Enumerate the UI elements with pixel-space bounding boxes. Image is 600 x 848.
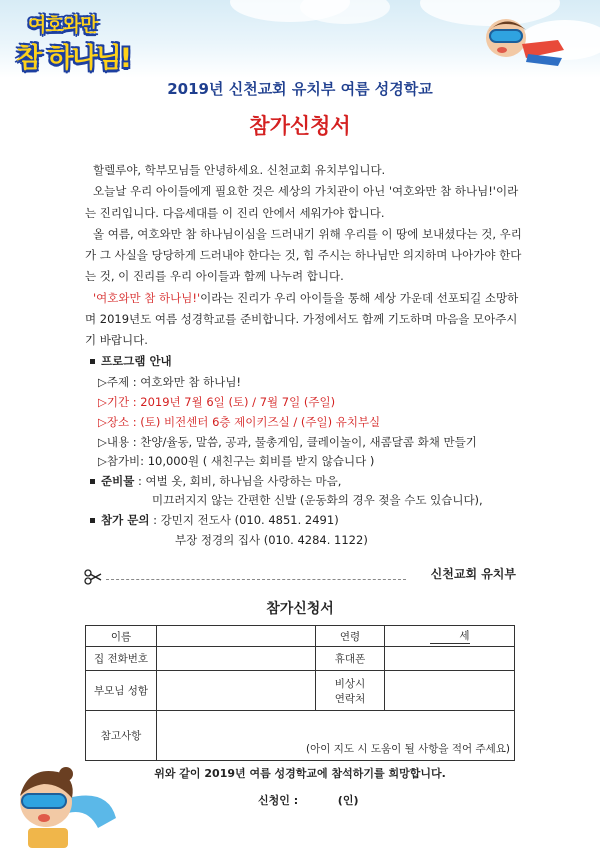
slogan-highlight: '여호와만 참 하나님!' [93, 290, 201, 305]
prep-line-2: 미끄러지지 않는 간편한 신발 (운동화의 경우 젖을 수도 있습니다), [152, 493, 483, 507]
name-label: 이름 [86, 626, 157, 647]
application-form-table [85, 625, 515, 761]
form-title: 참가신청서 [266, 601, 334, 617]
square-bullet-icon [90, 518, 95, 523]
intro-letter [85, 160, 525, 352]
emergency-contact-field[interactable] [385, 671, 515, 711]
event-title: 2019년 신천교회 유치부 여름 성경학교 [167, 80, 433, 98]
age-label: 연령 [316, 626, 385, 647]
contact-info [90, 510, 339, 530]
note-field[interactable] [157, 711, 515, 761]
name-field[interactable] [157, 626, 316, 647]
mobile-field[interactable] [385, 647, 515, 671]
church-org-name: 신천교회 유치부 [430, 567, 516, 581]
intro-paragraph-1: 할렐루야, 학부모님들 안녕하세요. 신천교회 유치부입니다. [93, 163, 386, 177]
prep-label: 준비물 [101, 474, 135, 488]
scissors-icon [84, 569, 102, 585]
intro-paragraph-4-rest: 이라는 진리가 우리 아이들을 통해 세상 가운데 선포되길 소망하며 2019년도 여름 성경학교를 준비합니다. 가정에서도 함께 기도하며 마음을 모아주시기 바랍니다. [85, 290, 519, 348]
intro-paragraph-2: 오늘날 우리 아이들에게 필요한 것은 세상의 가치관이 아닌 '여호와만 참 하나님!'이라는 진리입니다. 다음세대를 이 진리 안에서 세워가야 합니다. [85, 184, 519, 220]
program-fee: ▷참가비: 10,000원 ( 새친구는 회비를 받지 않습니다 ) [98, 454, 375, 468]
program-heading: 프로그램 안내 [90, 351, 172, 371]
program-place: ▷장소 : (토) 비전센터 6층 제이키즈실 / (주일) 유치부실 [98, 415, 381, 429]
dashed-divider [106, 579, 406, 580]
intro-paragraph-4 [85, 288, 525, 352]
flying-child-illustration-icon [8, 758, 118, 848]
applicant-signature-line [258, 792, 358, 808]
vbs-logo [12, 6, 140, 78]
prep-line-1: : 여벌 옷, 회비, 하나님을 사랑하는 마음, [137, 474, 342, 488]
logo-line-1: 여호와만 [28, 14, 98, 36]
participation-statement: 위와 같이 2019년 여름 성경학교에 참석하기를 희망합니다. [154, 767, 446, 780]
page-title: 참가신청서 [249, 114, 351, 138]
home-phone-label: 집 전화번호 [86, 647, 157, 671]
parent-name-field[interactable] [157, 671, 316, 711]
home-phone-field[interactable] [157, 647, 316, 671]
note-hint: (아이 지도 시 도움이 될 사항을 적어 주세요) [306, 743, 510, 755]
age-field[interactable] [385, 626, 515, 647]
age-unit: 세 [430, 628, 470, 644]
parent-name-label: 부모님 성함 [86, 671, 157, 711]
logo-line-2: 참 하나님! [16, 43, 131, 74]
square-bullet-icon [90, 479, 95, 484]
cut-line [84, 567, 516, 583]
mobile-label: 휴대폰 [316, 647, 385, 671]
contact-line-1: : 강민지 전도사 (010. 4851. 2491) [153, 513, 339, 527]
emergency-contact-label: 비상시 연락처 [316, 671, 385, 711]
square-bullet-icon [90, 359, 95, 364]
program-theme: ▷주제 : 여호와만 참 하나님! [98, 375, 242, 389]
program-period: ▷기간 : 2019년 7월 6일 (토) / 7월 7일 (주일) [98, 395, 336, 409]
flying-child-illustration-icon [478, 10, 570, 72]
seal-mark: (인) [337, 794, 359, 807]
intro-paragraph-3: 올 여름, 여호와만 참 하나님이심을 드러내기 위해 우리를 이 땅에 보내셨다는 것, 우리가 그 사실을 당당하게 드러내야 한다는 것, 힘 주시는 하나님만 의지하며 나아가야 한다는 것, 이 진리를 우리 아이들과 함께 나누려 합니다. [85, 226, 522, 284]
applicant-label: 신청인 : [258, 794, 299, 807]
note-label: 참고사항 [86, 711, 157, 761]
prep-items [90, 471, 341, 491]
contact-label: 참가 문의 [101, 513, 150, 527]
program-content: ▷내용 : 찬양/율동, 말씀, 공과, 물총게임, 클레이놀이, 새콤달콤 화채 만들기 [98, 435, 477, 449]
contact-line-2: 부장 정경의 집사 (010. 4284. 1122) [175, 533, 368, 547]
